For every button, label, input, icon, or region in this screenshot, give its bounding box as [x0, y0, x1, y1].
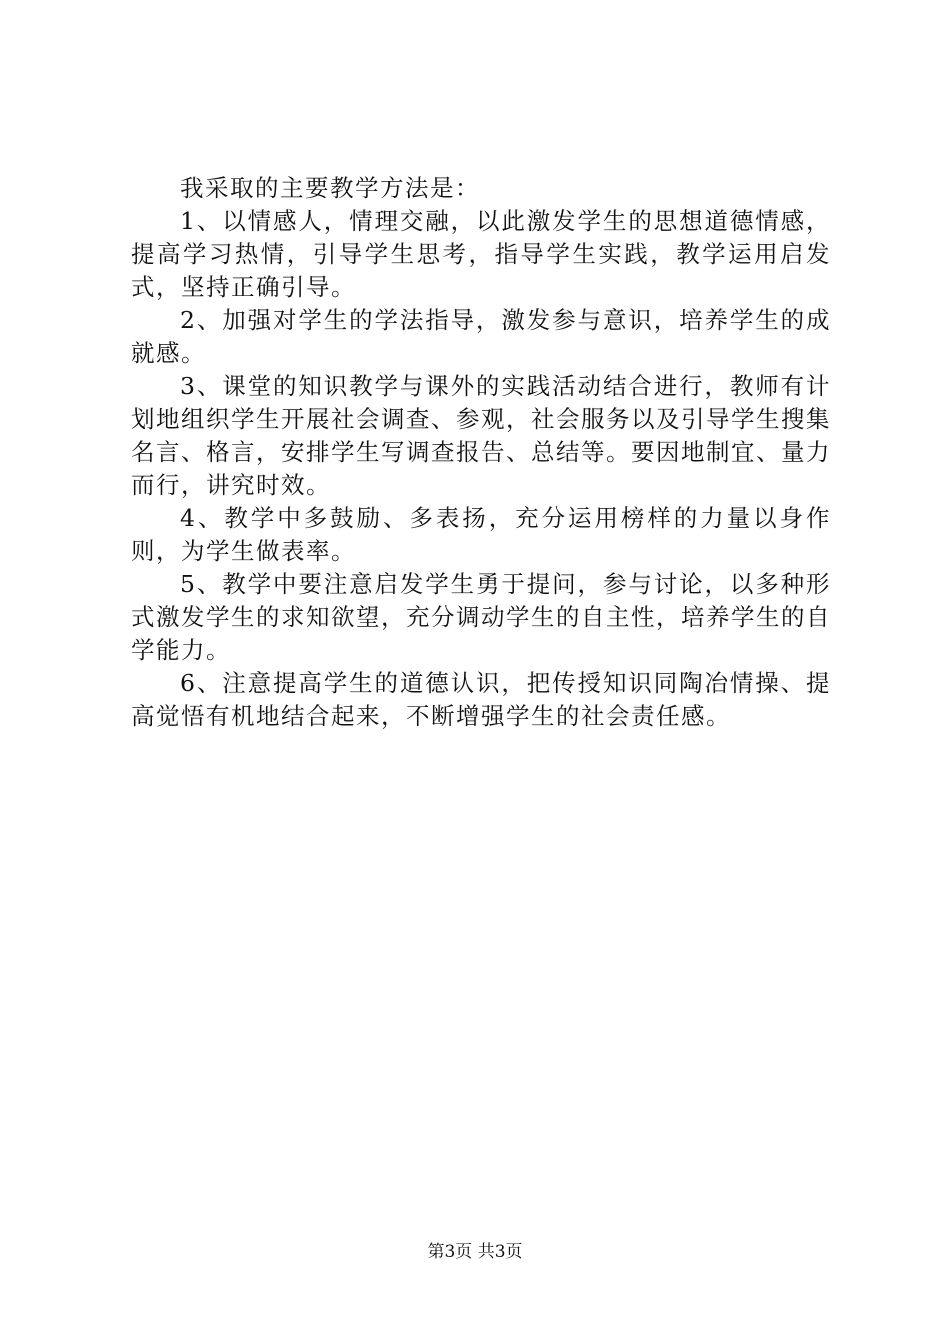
intro-paragraph: 我采取的主要教学方法是：: [180, 174, 480, 202]
method-paragraph-4: 4、教学中多鼓励、多表扬，充分运用榜样的力量以身作则，为学生做表率。: [131, 504, 831, 565]
method-paragraph-2: 2、加强对学生的学法指导，激发参与意识，培养学生的成就感。: [131, 306, 831, 367]
method-paragraph-6: 6、注意提高学生的道德认识，把传授知识同陶冶情操、提高觉悟有机地结合起来，不断增强学生的社会责任感。: [131, 669, 831, 730]
method-paragraph-5: 5、教学中要注意启发学生勇于提问，参与讨论，以多种形式激发学生的求知欲望，充分调动学生的自主性，培养学生的自学能力。: [131, 570, 831, 664]
method-paragraph-3: 3、课堂的知识教学与课外的实践活动结合进行，教师有计划地组织学生开展社会调查、参观，社会服务以及引导学生搜集名言、格言，安排学生写调查报告、总结等。要因地制宜、量力而行，讲究时效。: [131, 372, 831, 499]
page-number-footer: 第3页 共3页: [427, 1242, 523, 1262]
document-body: [131, 172, 831, 733]
method-paragraph-1: 1、以情感人，情理交融，以此激发学生的思想道德情感，提高学习热情，引导学生思考，指导学生实践，教学运用启发式，坚持正确引导。: [131, 207, 831, 301]
